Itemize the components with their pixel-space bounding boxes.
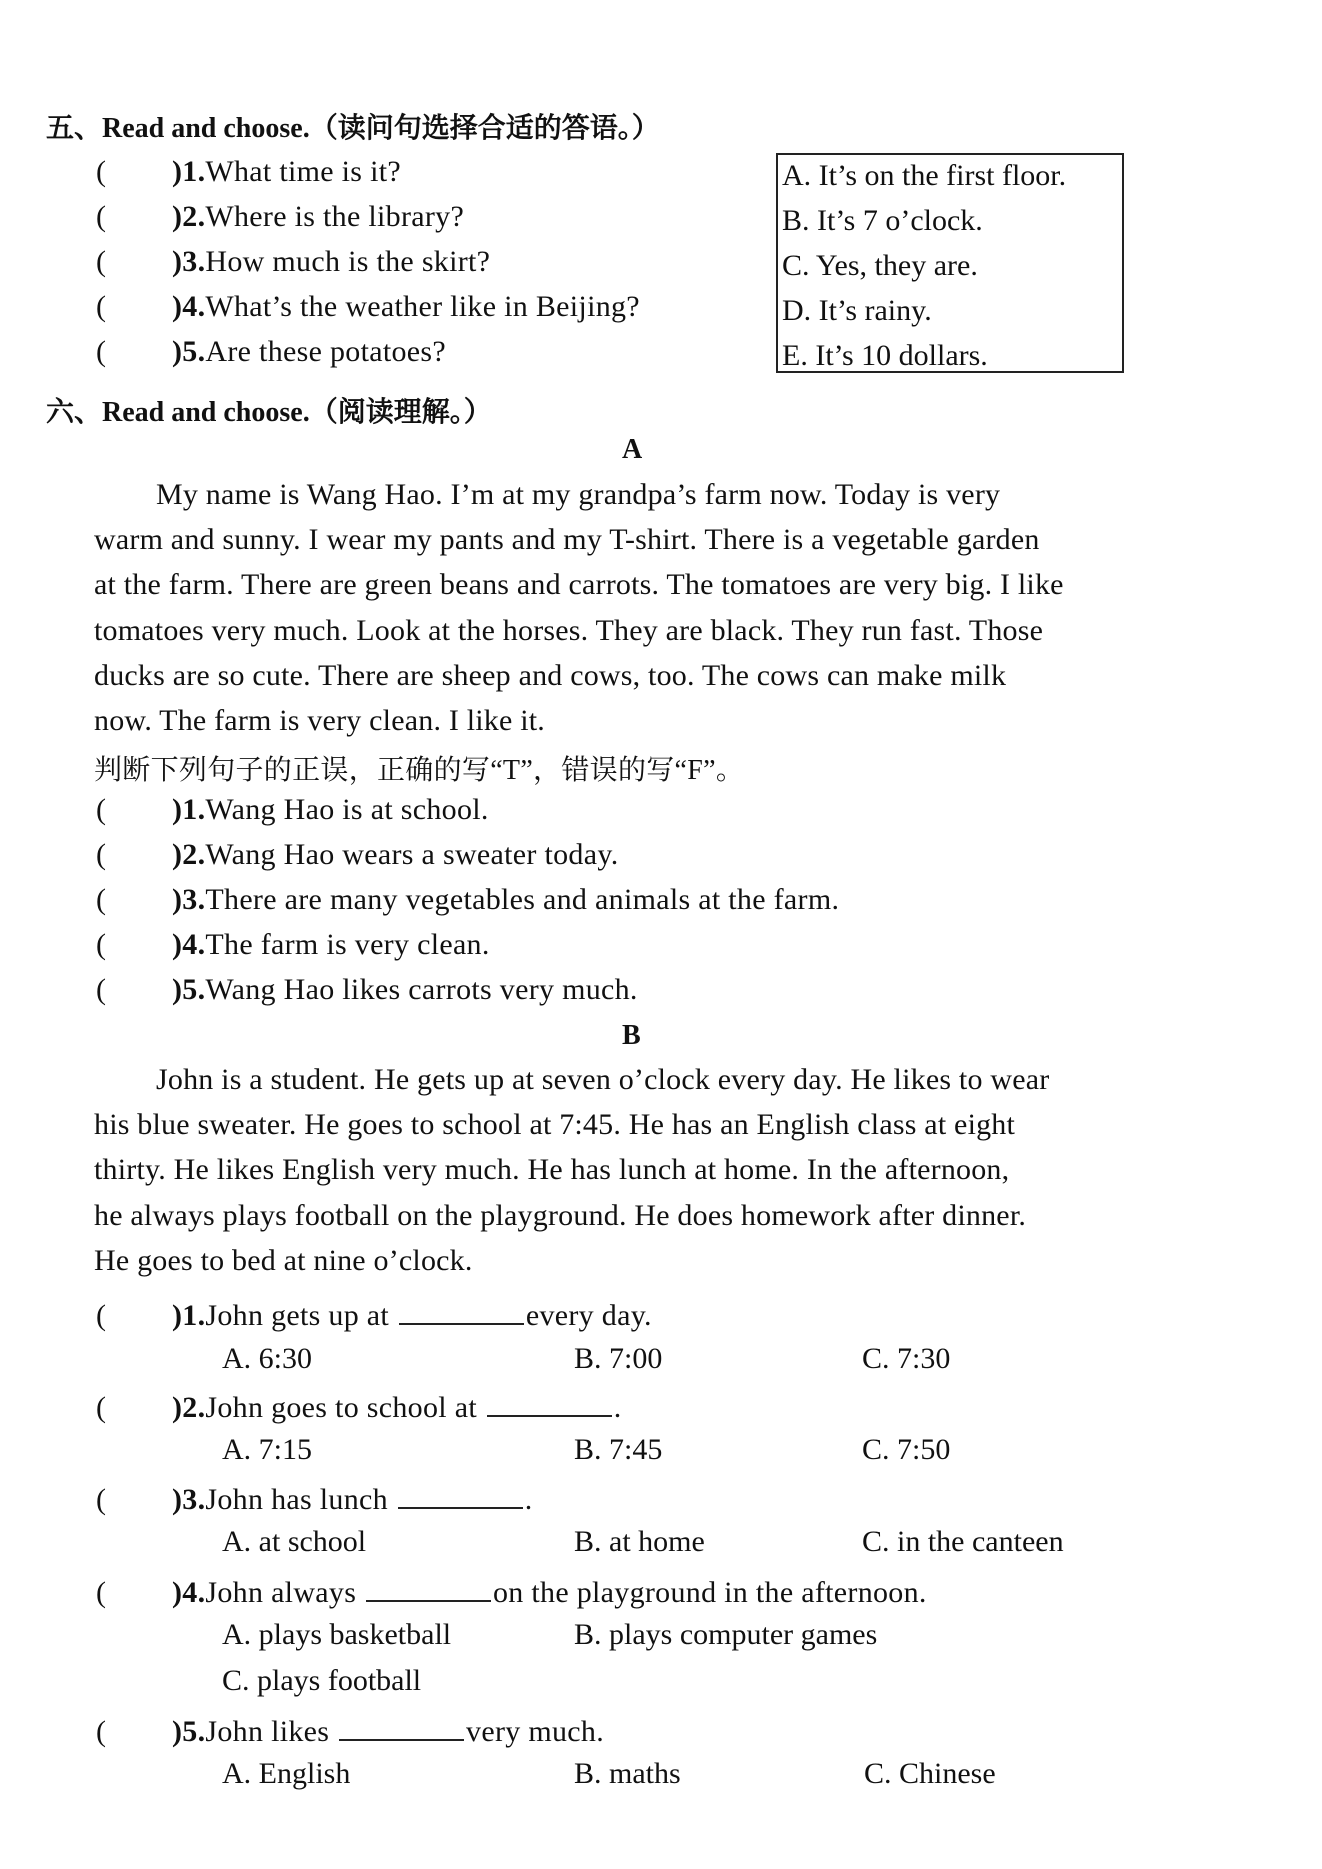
answer-box xyxy=(776,153,1124,373)
option-c: C. plays football xyxy=(222,1664,422,1697)
s5-question-4: ( )4.What’s the weather like in Beijing? xyxy=(96,290,640,323)
part-b-passage xyxy=(94,1057,1049,1283)
b-question-2: ( )2.John goes to school at . xyxy=(96,1387,622,1425)
b-question-4: ( )4.John always on the playground in the afternoon. xyxy=(96,1572,927,1610)
answer-blank[interactable] xyxy=(398,1479,523,1509)
s5-question-5: ( )5.Are these potatoes? xyxy=(96,335,446,368)
answer-a: A. It’s on the first floor. xyxy=(782,159,1067,192)
answer-b: B. It’s 7 o’clock. xyxy=(782,204,983,237)
part-a-label: A xyxy=(622,434,643,465)
b-question-5: ( )5.John likes very much. xyxy=(96,1711,604,1749)
option-a: A. English xyxy=(222,1757,351,1790)
answer-blank[interactable] xyxy=(487,1387,612,1417)
option-a: A. 7:15 xyxy=(222,1433,312,1466)
passage-line: now. The farm is very clean. I like it. xyxy=(94,704,545,738)
passage-line: at the farm. There are green beans and carrots. The tomatoes are very big. I like xyxy=(94,568,1064,602)
b-question-3: ( )3.John has lunch . xyxy=(96,1479,533,1517)
answer-d: D. It’s rainy. xyxy=(782,294,932,327)
part-a-passage xyxy=(94,472,1064,743)
passage-line: John is a student. He gets up at seven o’clock every day. He likes to wear xyxy=(156,1063,1050,1096)
s5-question-1: ( )1.What time is it? xyxy=(96,155,401,188)
option-a: A. 6:30 xyxy=(222,1342,312,1375)
a-statement-1: ( )1.Wang Hao is at school. xyxy=(96,793,489,826)
option-b: B. 7:45 xyxy=(574,1433,663,1466)
option-b: B. plays computer games xyxy=(574,1618,878,1651)
b-question-1: ( )1.John gets up at every day. xyxy=(96,1295,652,1333)
option-b: B. 7:00 xyxy=(574,1342,663,1375)
passage-line: My name is Wang Hao. I’m at my grandpa’s farm now. Today is very xyxy=(156,478,1001,511)
option-c: C. in the canteen xyxy=(862,1525,1064,1558)
passage-line: He goes to bed at nine o’clock. xyxy=(94,1243,473,1277)
answer-blank[interactable] xyxy=(399,1295,524,1325)
a-statement-2: ( )2.Wang Hao wears a sweater today. xyxy=(96,838,619,871)
a-statement-4: ( )4.The farm is very clean. xyxy=(96,928,490,961)
passage-line: tomatoes very much. Look at the horses. They are black. They run fast. Those xyxy=(94,613,1044,647)
option-a: A. plays basketball xyxy=(222,1618,452,1651)
option-b: B. maths xyxy=(574,1757,681,1790)
option-b: B. at home xyxy=(574,1525,705,1558)
passage-line: his blue sweater. He goes to school at 7:45. He has an English class at eight xyxy=(94,1108,1016,1142)
section5-title: 五、Read and choose.（读问句选择合适的答语。） xyxy=(46,113,660,144)
answer-blank[interactable] xyxy=(339,1711,464,1741)
answer-blank[interactable] xyxy=(366,1572,491,1602)
part-a-instruction: 判断下列句子的正误，正确的写“T”，错误的写“F”。 xyxy=(94,755,745,786)
a-statement-5: ( )5.Wang Hao likes carrots very much. xyxy=(96,973,638,1006)
passage-line: ducks are so cute. There are sheep and cows, too. The cows can make milk xyxy=(94,658,1007,692)
option-c: C. Chinese xyxy=(864,1757,996,1790)
s5-question-3: ( )3.How much is the skirt? xyxy=(96,245,491,278)
a-statement-3: ( )3.There are many vegetables and animals at the farm. xyxy=(96,883,840,916)
s5-question-2: ( )2.Where is the library? xyxy=(96,200,465,233)
option-c: C. 7:50 xyxy=(862,1433,951,1466)
part-b-label: B xyxy=(622,1020,641,1051)
passage-line: thirty. He likes English very much. He has lunch at home. In the afternoon, xyxy=(94,1153,1010,1187)
option-a: A. at school xyxy=(222,1525,367,1558)
option-c: C. 7:30 xyxy=(862,1342,951,1375)
section6-title: 六、Read and choose.（阅读理解。） xyxy=(46,397,492,428)
passage-line: warm and sunny. I wear my pants and my T-shirt. There is a vegetable garden xyxy=(94,523,1040,557)
answer-c: C. Yes, they are. xyxy=(782,249,978,282)
passage-line: he always plays football on the playground. He does homework after dinner. xyxy=(94,1198,1027,1232)
answer-e: E. It’s 10 dollars. xyxy=(782,339,988,372)
